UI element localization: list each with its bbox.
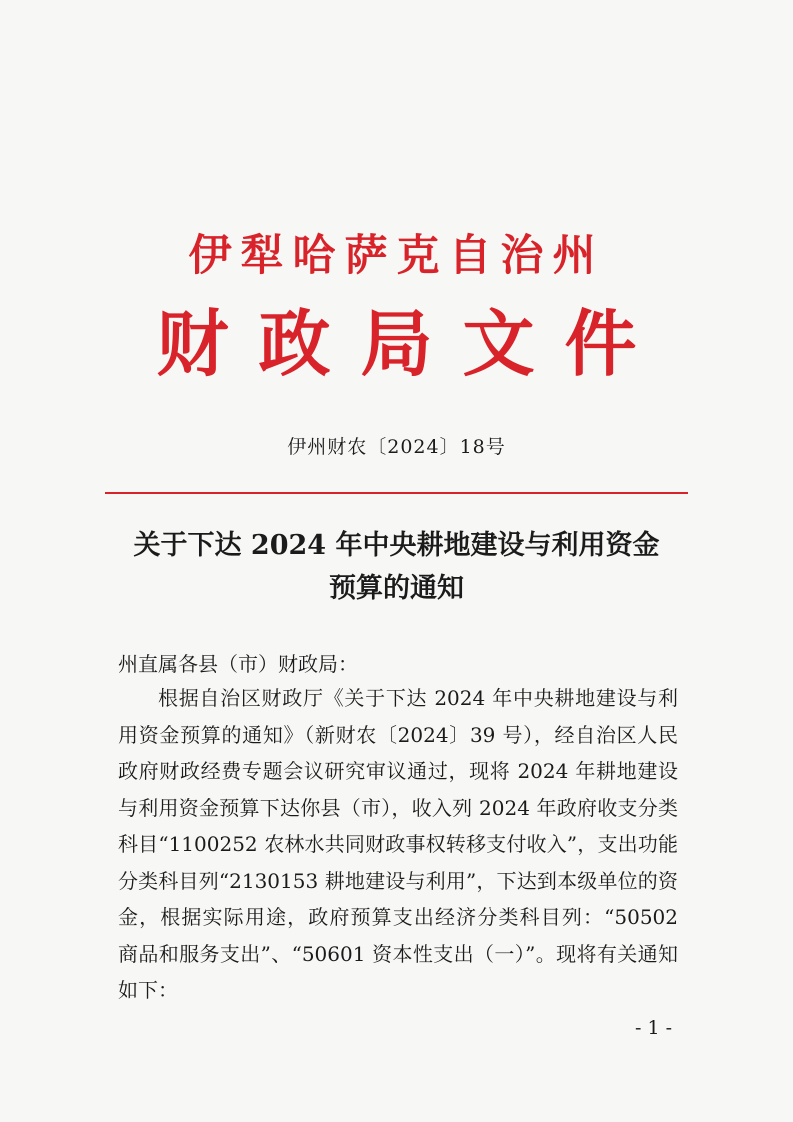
red-separator-line — [105, 492, 688, 494]
document-number: 伊州财农〔2024〕18号 — [287, 436, 506, 458]
addressee: 州直属各县（市）财政局： — [118, 652, 358, 676]
body-text — [118, 680, 678, 1009]
title-line-2: 预算的通知 — [329, 573, 464, 604]
issuing-organization: 伊犁哈萨克自治州 — [188, 231, 605, 281]
page-number: - 1 - — [635, 1017, 673, 1039]
title-line-1: 关于下达 2024 年中央耕地建设与利用资金 — [133, 530, 660, 561]
document-title — [0, 524, 793, 610]
body-paragraph: 根据自治区财政厅《关于下达 2024 年中央耕地建设与利用资金预算的通知》（新财农〔2024〕39 号），经自治区人民政府财政经费专题会议研究审议通过，现将 2024 年耕地建设与利用资金预算下达你县（市），收入列 2024 年政府收支分类科目“1100252 农林水共同财政事权转移支付收入”，支出功能分类科目列“2130153 耕地建设与利用”，下达到本级单位的资金，根据实际用途，政府预算支出经济分类科目列：“50502 商品和服务支出”、“50601 资本性支出（一）”。现将有关通知如下： — [118, 686, 678, 1002]
document-type-heading: 财政局文件 — [156, 301, 667, 386]
